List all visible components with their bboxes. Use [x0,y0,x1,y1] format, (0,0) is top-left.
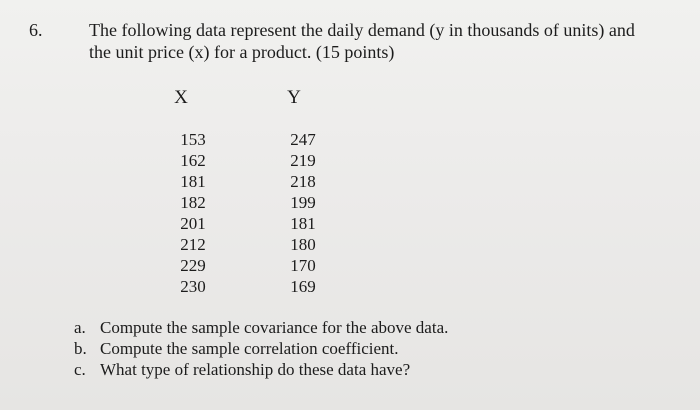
y-value: 218 [290,172,316,191]
question-line-1: The following data represent the daily demand (y in thousands of units) and [89,20,635,40]
question-parts [74,317,448,380]
x-value: 201 [180,214,206,233]
part-text: Compute the sample covariance for the above data. [100,318,449,337]
y-value: 219 [290,151,316,170]
y-values-column [278,129,328,297]
y-value: 169 [290,277,316,296]
question-number: 6. [29,20,43,40]
x-column-header: X [174,87,188,108]
x-value: 162 [180,151,206,170]
x-value: 230 [180,277,206,296]
y-value: 247 [290,130,316,149]
x-value: 212 [180,235,206,254]
part-marker: c. [74,360,86,379]
part-marker: b. [74,339,87,358]
y-value: 180 [290,235,316,254]
y-column-header: Y [287,87,301,108]
part-c [74,359,448,380]
question-line-2: the unit price (x) for a product. (15 points) [89,42,395,62]
y-value: 170 [290,256,316,275]
part-b [74,338,448,359]
x-value: 182 [180,193,206,212]
part-a [74,317,448,338]
y-value: 199 [290,193,316,212]
x-value: 153 [180,130,206,149]
x-values-column [168,129,218,297]
part-text: Compute the sample correlation coefficient. [100,339,399,358]
x-value: 181 [180,172,206,191]
x-value: 229 [180,256,206,275]
part-marker: a. [74,318,86,337]
y-value: 181 [290,214,316,233]
question-text [89,19,689,63]
part-text: What type of relationship do these data have? [100,360,411,379]
